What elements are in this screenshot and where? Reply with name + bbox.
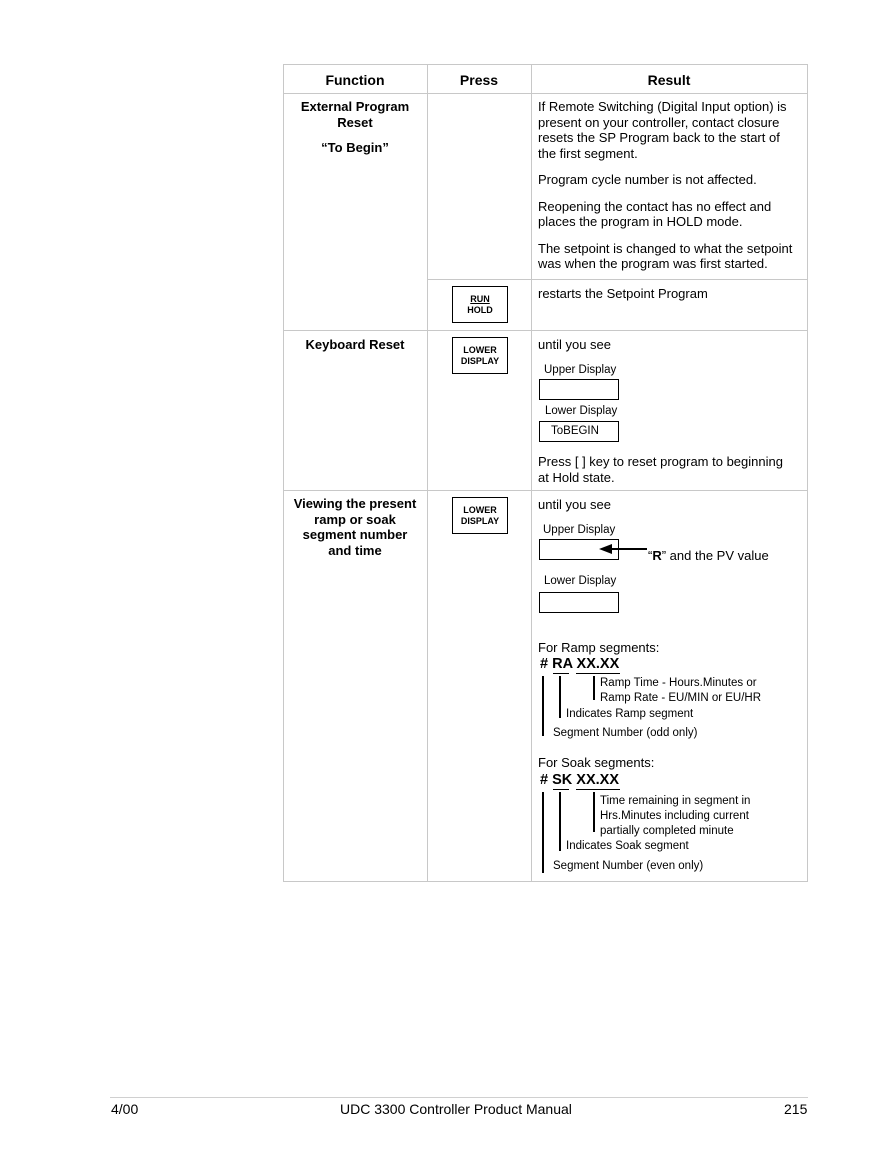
- lower-display-label: Lower Display: [544, 575, 617, 587]
- soak-leader-time: [593, 792, 595, 832]
- table-border-bottom: [283, 881, 808, 882]
- upper-display-label: Upper Display: [544, 364, 617, 376]
- ramp-number-desc: Segment Number (odd only): [553, 727, 698, 739]
- footer-title: UDC 3300 Controller Product Manual: [340, 1101, 572, 1117]
- result-external-reset: [538, 99, 792, 272]
- page-number: 215: [784, 1101, 808, 1117]
- reset-note: Press [ ] key to reset program to beginning at Hold state.: [538, 454, 783, 485]
- header-press: Press: [459, 72, 499, 88]
- upper-display-label: Upper Display: [543, 524, 616, 536]
- footer-date: 4/00: [111, 1101, 139, 1117]
- ramp-underline-type: [553, 673, 569, 674]
- run-hold-key: RUN HOLD: [452, 286, 508, 323]
- ramp-leader-time: [593, 676, 595, 700]
- soak-code: # SK XX.XX: [540, 772, 620, 788]
- arrow-note: “R” and the PV value: [648, 548, 769, 563]
- ramp-underline-time: [576, 673, 620, 674]
- lower-display-label: Lower Display: [545, 405, 618, 417]
- table-border-left: [283, 64, 284, 882]
- ramp-leader-type: [559, 676, 561, 718]
- upper-display-box: [539, 379, 619, 400]
- ramp-leader-num: [542, 676, 544, 736]
- procedure-table: [283, 64, 808, 882]
- soak-heading: For Soak segments:: [538, 755, 655, 770]
- until-you-see: until you see: [538, 337, 611, 352]
- soak-underline-type: [553, 789, 569, 790]
- header-function: Function: [325, 72, 385, 88]
- header-result: Result: [647, 72, 691, 88]
- row-divider-1: [283, 330, 808, 331]
- arrow-head-icon: [599, 543, 613, 555]
- ramp-time-desc: Ramp Time - Hours.Minutes or Ramp Rate - EU/MIN or EU/HR: [600, 677, 762, 704]
- soak-number-desc: Segment Number (even only): [553, 860, 704, 872]
- column-divider-1: [427, 64, 428, 882]
- lower-display-key: LOWER DISPLAY: [452, 337, 508, 374]
- column-divider-2: [531, 64, 532, 882]
- lower-display-key: LOWER DISPLAY: [452, 497, 508, 534]
- row-divider-2: [283, 490, 808, 491]
- ramp-type-desc: Indicates Ramp segment: [566, 708, 694, 720]
- ramp-heading: For Ramp segments:: [538, 640, 660, 655]
- row-divider-key: [427, 279, 808, 280]
- arrow-line: [607, 548, 647, 550]
- table-border-right: [807, 64, 808, 882]
- result-paragraph: The setpoint is changed to what the setpoint was when the program was first started.: [538, 240, 793, 271]
- lower-display-box: ToBEGIN: [539, 421, 619, 442]
- header-divider: [283, 93, 808, 94]
- until-you-see: until you see: [538, 497, 611, 512]
- function-keyboard-reset: Keyboard Reset: [305, 337, 405, 352]
- result-paragraph: Program cycle number is not affected.: [538, 172, 757, 187]
- result-restart-program: restarts the Setpoint Program: [538, 286, 708, 301]
- result-paragraph: If Remote Switching (Digital Input option) is present on your controller, contact closure resets the SP Program back to the start of the first segment.: [538, 99, 787, 161]
- soak-time-desc: Time remaining in segment in Hrs.Minutes including current partially completed minute: [600, 795, 751, 837]
- soak-underline-time: [576, 789, 620, 790]
- function-external-reset: External Program Reset “To Begin”: [300, 99, 410, 155]
- soak-type-desc: Indicates Soak segment: [566, 840, 689, 852]
- result-paragraph: Reopening the contact has no effect and places the program in HOLD mode.: [538, 198, 772, 229]
- function-viewing-segment: Viewing the present ramp or soak segment number and time: [293, 496, 417, 558]
- soak-leader-type: [559, 792, 561, 851]
- ramp-code: # RA XX.XX: [540, 656, 620, 672]
- table-border-top: [283, 64, 808, 65]
- footer-rule: [110, 1097, 808, 1098]
- soak-leader-num: [542, 792, 544, 873]
- lower-display-box: [539, 592, 619, 613]
